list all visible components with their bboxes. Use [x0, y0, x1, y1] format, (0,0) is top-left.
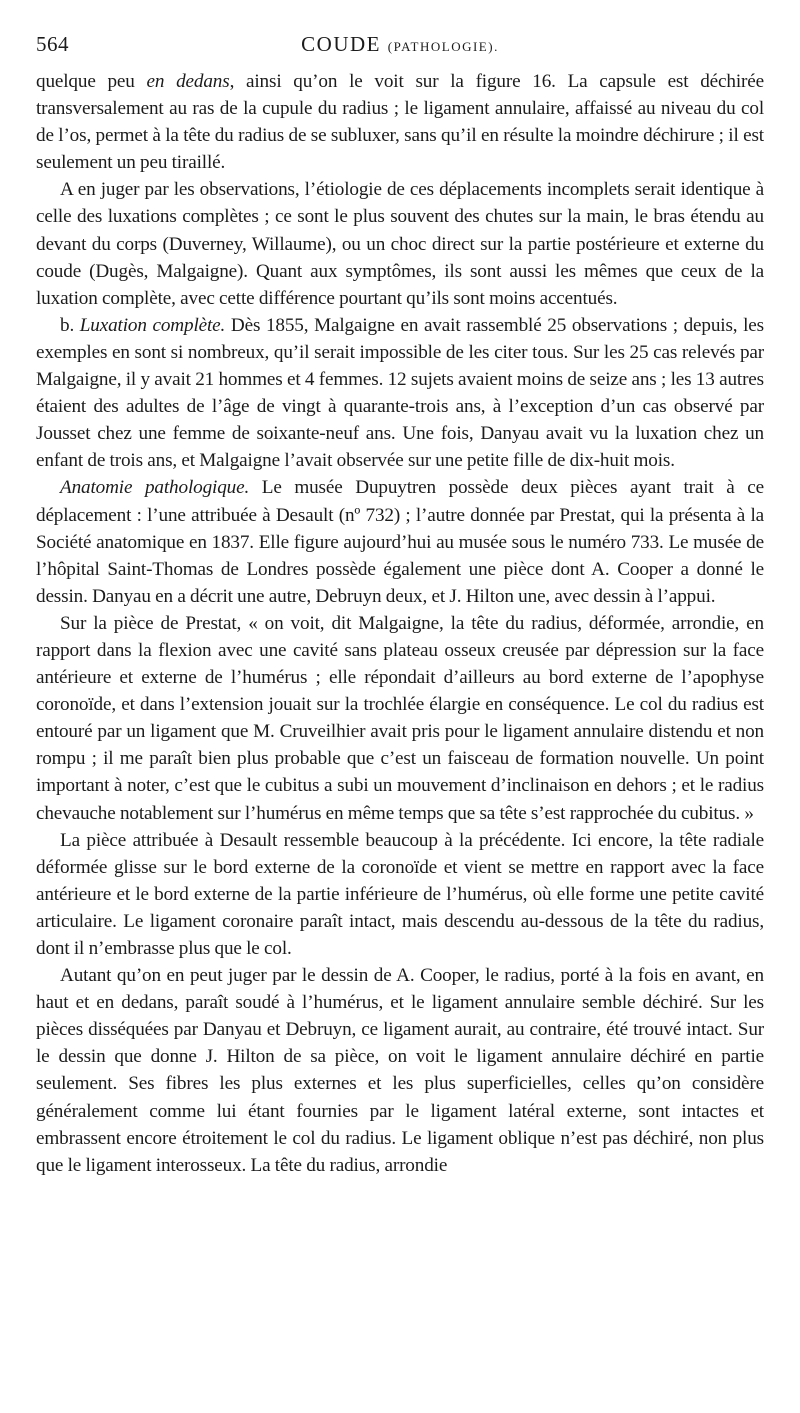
running-title-paren: (PATHOLOGIE).: [387, 39, 499, 54]
paragraph-p2: [36, 176, 764, 311]
italic-text-segment: Anatomie pathologique.: [60, 477, 250, 499]
text-segment: A en juger par les observations, l’étiologie de ces déplacements incomplets serait identique à celle des luxations complètes ; ce sont le plus souvent des chutes sur la main, le bras étendu au devant du corps (Duverney, Willaume), ou un choc direct sur la partie postérieure et externe du coude (Dugès, Malgaigne). Quant aux symptômes, ils sont aussi les mêmes que ceux de la luxation complète, avec cette différence pourtant qu’ils sont moins accentués.: [36, 179, 764, 309]
body-text: [36, 68, 764, 1179]
paragraph-p3: [36, 312, 764, 475]
paragraph-p5: [36, 610, 764, 827]
paragraph-p7: [36, 962, 764, 1179]
text-segment: La pièce attribuée à Desault ressemble beaucoup à la précédente. Ici encore, la tête radiale déformée glisse sur le bord externe de la coronoïde et vient se mettre en rapport avec la face antérieure et le bord externe de la partie inférieure de l’humérus, où elle forme une petite cavité articulaire. Le ligament coronaire paraît intact, mais descendu au-dessous de la tête du radius, dont il n’embrasse plus que le col.: [36, 829, 764, 959]
running-title: [36, 32, 764, 57]
running-title-main: COUDE: [301, 32, 381, 56]
text-segment: Autant qu’on en peut juger par le dessin de A. Cooper, le radius, porté à la fois en avant, en haut et en dedans, paraît soudé à l’humérus, et le ligament annulaire semble déchiré. Sur les pièces disséquées par Danyau et Debruyn, ce ligament aurait, au contraire, été trouvé intact. Sur le dessin que donne J. Hilton de sa pièce, on voit le ligament annulaire déchiré en partie seulement. Ses fibres les plus externes et les plus superficielles, celles qu’on considère généralement comme lui étant fournies par le ligament latéral externe, sont intactes et embrassent encore étroitement le col du radius. Le ligament oblique n’est pas déchiré, non plus que le ligament interosseux. La tête du radius, arrondie: [36, 965, 764, 1176]
text-segment: , ainsi qu’on le voit sur la figure 16. La capsule est déchirée transversalement au ras de la cupule du radius ; le ligament annulaire, affaissé au niveau du col de l’os, permet à la tête du radius de se subluxer, sans qu’il en résulte la moindre déchirure ; il est seulement un peu tiraillé.: [36, 71, 764, 174]
text-segment: Dès 1855, Malgaigne en avait rassemblé 25 observations ; depuis, les exemples en sont si nombreux, qu’il serait impossible de les citer tous. Sur les 25 cas relevés par Malgaigne, il y avait 21 hommes et 4 femmes. 12 sujets avaient moins de seize ans ; les 13 autres étaient des adultes de l’âge de vingt à quarante-trois ans, à l’exception d’un cas observé par Jousset chez une femme de soixante-neuf ans. Une fois, Danyau avait vu la luxation chez un enfant de trois ans, et Malgaigne l’avait observée sur une petite fille de dix-huit mois.: [36, 314, 764, 472]
text-segment: b.: [60, 314, 80, 336]
paragraph-p6: [36, 827, 764, 962]
italic-text-segment: en dedans: [146, 71, 230, 92]
text-segment: quelque peu: [36, 71, 147, 92]
text-segment: Sur la pièce de Prestat, « on voit, dit Malgaigne, la tête du radius, déformée, arrondie, en rapport dans la flexion avec une cavité sans plateau osseux creusée par dépression sur la face antérieure et externe de l’humérus ; elle répondait d’ailleurs au bord externe de l’apophyse coronoïde, et dans l’extension jouait sur la trochlée élargie en conséquence. Le col du radius est entouré par un ligament que M. Cruveilhier avait pris pour le ligament annulaire distendu et non rompu ; il me paraît bien plus probable que c’est un faisceau de formation nouvelle. Un point important à noter, c’est que le cubitus a subi un mouvement d’inclinaison en dehors ; et le radius chevauche notablement sur l’humérus en même temps que sa tête s’est rapprochée du cubitus. »: [36, 612, 764, 824]
paragraph-p4: [36, 474, 764, 609]
running-header: [36, 28, 764, 66]
paragraph-p1: [36, 68, 764, 176]
italic-text-segment: Luxation complète.: [79, 314, 226, 336]
text-segment: Le musée Dupuytren possède deux pièces ayant trait à ce déplacement : l’une attribuée à Desault (nº 732) ; l’autre donnée par Prestat, qui la présenta à la Société anatomique en 1837. Elle figure aujourd’hui au musée sous le numéro 733. Le musée de l’hôpital Saint-Thomas de Londres possède également une pièce dont A. Cooper a donné le dessin. Danyau en a décrit une autre, Debruyn deux, et J. Hilton une, avec dessin à l’appui.: [36, 477, 764, 607]
page-number: 564: [36, 32, 69, 56]
